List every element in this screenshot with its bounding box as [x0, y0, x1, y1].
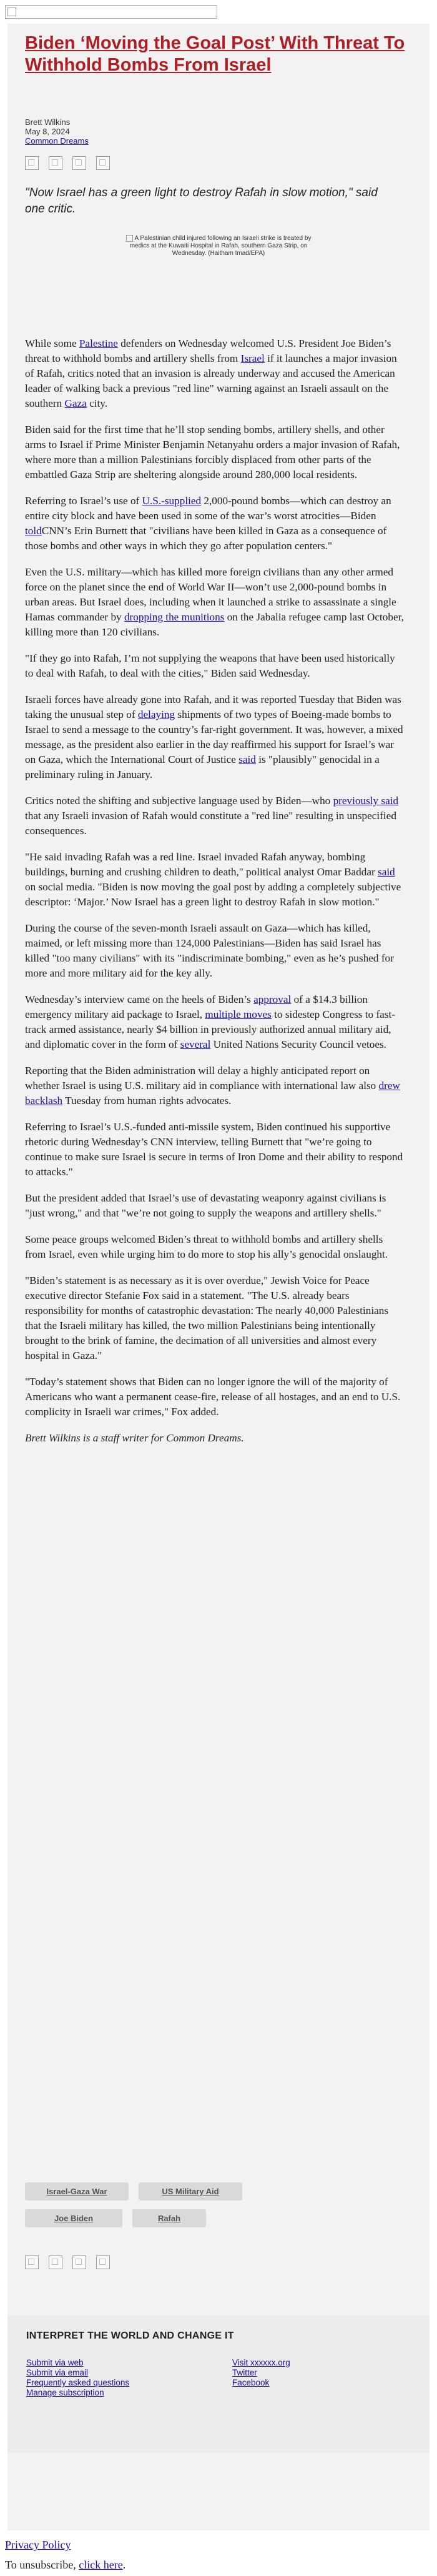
- paragraph: Wednesday’s interview came on the heels of Biden’s approval of a $14.3 billion emergency military aid package to Israel, multiple moves to sidestep Congress to fast-track armed assistance, nearly $4 billion in previously authorized annual military aid, and diplomatic cover in the form of several United Nations Security Council vetoes.: [25, 993, 395, 1050]
- tag-israel-gaza-war[interactable]: Israel-Gaza War: [25, 2182, 129, 2201]
- drew-backlash-link[interactable]: drew backlash: [25, 1080, 400, 1106]
- paragraph: Reporting that the Biden administration will delay a highly anticipated report on whether Israel is using U.S. military aid in compliance with international law also drew backlash Tuesday from human rights advocates.: [25, 1065, 400, 1106]
- article-image: [125, 235, 312, 257]
- israel-link[interactable]: Israel: [240, 352, 265, 364]
- pull-quote: "Now Israel has a green light to destroy Rafah in slow motion," said one critic.: [25, 186, 378, 216]
- unsubscribe-link[interactable]: click here: [79, 2559, 123, 2571]
- article-headline[interactable]: Biden ‘Moving the Goal Post’ With Threat To Withhold Bombs From Israel: [25, 33, 405, 75]
- submit-web-link[interactable]: Submit via web: [26, 2358, 84, 2367]
- visit-site-link[interactable]: Visit xxxxxx.org: [232, 2358, 290, 2367]
- twitter-icon[interactable]: [49, 2255, 62, 2269]
- article-body: [25, 336, 406, 1457]
- source-link[interactable]: Common Dreams: [25, 136, 89, 146]
- print-icon[interactable]: [96, 2255, 110, 2269]
- facebook-icon[interactable]: [25, 156, 39, 170]
- facebook-link[interactable]: Facebook: [232, 2378, 270, 2387]
- manage-subscription-link[interactable]: Manage subscription: [26, 2388, 104, 2397]
- unsubscribe-line: To unsubscribe, click here.: [5, 2559, 126, 2571]
- tag-rafah[interactable]: Rafah: [132, 2209, 206, 2227]
- broken-image-icon: [126, 235, 133, 242]
- tag-list: [25, 2182, 287, 2227]
- share-buttons-bottom: [25, 2255, 110, 2269]
- gaza-link[interactable]: Gaza: [64, 397, 87, 409]
- publish-date: May 8, 2024: [25, 127, 70, 136]
- facebook-icon[interactable]: [25, 2255, 39, 2269]
- article-meta: [25, 117, 89, 146]
- paragraph: But the president added that Israel’s use of devastating weaponry against civilians is "just wrong," and that "we’re not going to supply the weapons and artillery shells.": [25, 1192, 386, 1219]
- paragraph: Referring to Israel’s U.S.-funded anti-missile system, Biden continued his supportive rhetoric during Wednesday’s CNN interview, telling Burnett that "we’re going to continue to make sure Israel is secure in terms of Iron Dome and their ability to respond to attacks.": [25, 1121, 403, 1178]
- email-card: [7, 24, 430, 2530]
- delaying-link[interactable]: delaying: [137, 709, 175, 720]
- told-link[interactable]: told: [25, 525, 42, 537]
- previously-said-link[interactable]: previously said: [333, 795, 399, 807]
- share-buttons-top: [25, 156, 110, 170]
- submit-email-link[interactable]: Submit via email: [26, 2368, 89, 2377]
- privacy-line: [5, 2538, 71, 2552]
- palestine-link[interactable]: Palestine: [79, 337, 118, 349]
- print-icon[interactable]: [96, 156, 110, 170]
- paragraph: Critics noted the shifting and subjective language used by Biden—who previously said that any Israeli invasion of Rafah would constitute a "red line" resulting in unspecified consequences.: [25, 795, 399, 837]
- paragraph: Even the U.S. military—which has killed more foreign civilians than any other armed force on the planet since the end of World War II—won’t use 2,000-pound bombs in urban areas. But Israel does, including when it launched a strike to assassinate a single Hamas commander by dropping the munitions on the Jabalia refugee camp last October, killing more than 120 civilians.: [25, 566, 404, 638]
- paragraph: During the course of the seven-month Israeli assault on Gaza—which has killed, maimed, or left missing more than 124,000 Palestinians—Biden has said Israel has killed "too many civilians" with its "indiscriminate bombing," even as he’s pushed for more and more military aid for the key ally.: [25, 922, 394, 979]
- icj-said-link[interactable]: said: [238, 753, 256, 765]
- tag-us-military-aid[interactable]: US Military Aid: [139, 2182, 242, 2201]
- paragraph: "If they go into Rafah, I’m not supplying the weapons that have been used historically to deal with Rafah, to deal with the cities," Biden said Wednesday.: [25, 652, 395, 679]
- approval-link[interactable]: approval: [253, 993, 292, 1005]
- paragraph: While some Palestine defenders on Wednesday welcomed U.S. President Joe Biden’s threat to withhold bombs and artillery shells from Israel if it launches a major invasion of Rafah, critics noted that an invasion is already underway and accused the American leader of walking back a previous "red line" warning against an Israeli assault on the southern Gaza city.: [25, 337, 397, 409]
- footer-left-links: [26, 2358, 129, 2398]
- broken-image-icon: [7, 7, 16, 16]
- paragraph: Referring to Israel’s use of U.S.-supplied 2,000-pound bombs—which can destroy an entire city block and have been used in some of the war’s worst atrocities—Biden toldCNN’s Erin Burnett that "civilians have been killed in Gaza as a consequence of those bombs and other ways in which they go after population centers.": [25, 495, 391, 552]
- email-icon[interactable]: [72, 156, 86, 170]
- us-supplied-link[interactable]: U.S.-supplied: [142, 495, 202, 507]
- paragraph: Israeli forces have already gone into Rafah, and it was reported Tuesday that Biden was taking the unusual step of delaying shipments of two types of Boeing-made bombs to Israel to send a message to the country’s far-right government. It was, however, a mixed message, as the president also earlier in the day reaffirmed his support for Israel’s war on Gaza, which the International Court of Justice said is "plausibly" genocidal in a preliminary ruling in January.: [25, 694, 403, 780]
- header-banner-image: [5, 5, 217, 19]
- paragraph: "Today’s statement shows that Biden can no longer ignore the will of the majority of Americans who want a permanent cease-fire, release of all hostages, and an end to U.S. complicity in Israeli war crimes," Fox added.: [25, 1376, 401, 1418]
- paragraph: "He said invading Rafah was a red line. Israel invaded Rafah anyway, bombing buildings, burning and crushing children to death," political analyst Omar Baddar said on social media. "Biden is now moving the goal post by adding a completely subjective descriptor: ‘Major.’ Now Israel has a green light to destroy Rafah in slow motion.": [25, 851, 401, 908]
- privacy-policy-link[interactable]: Privacy Policy: [5, 2539, 71, 2551]
- paragraph: "Biden’s statement is as necessary as it is over overdue," Jewish Voice for Peace executive director Stefanie Fox said in a statement. "The U.S. already bears responsibility for months of catastrophic devastation: The nearly 40,000 Palestinians that the Israeli military has killed, the two million Palestinians being intentionally brought to the brink of famine, the decimation of all universities and almost every hospital in Gaza.": [25, 1275, 389, 1361]
- email-footer: [7, 2315, 430, 2453]
- image-caption: A Palestinian child injured following an Israeli strike is treated by medics at the Kuwaiti Hospital in Rafah, southern Gaza Strip, on Wednesday. (Haitham Imad/EPA): [129, 235, 312, 257]
- footer-title: INTERPRET THE WORLD AND CHANGE IT: [26, 2330, 234, 2341]
- dropping-munitions-link[interactable]: dropping the munitions: [124, 611, 225, 623]
- several-link[interactable]: several: [180, 1038, 211, 1050]
- paragraph: Biden said for the first time that he’ll stop sending bombs, artillery shells, and other arms to Israel if Prime Minister Benjamin Netanyahu orders a major invasion of Rafah, where more than a million Palestinians forcibly displaced from other parts of the embattled Gaza Strip are sheltering alongside around 280,000 local residents.: [25, 424, 400, 480]
- twitter-link[interactable]: Twitter: [232, 2368, 257, 2377]
- baddar-said-link[interactable]: said: [378, 866, 395, 878]
- footer-right-links: [232, 2358, 290, 2388]
- twitter-icon[interactable]: [49, 156, 62, 170]
- multiple-moves-link[interactable]: multiple moves: [205, 1008, 272, 1020]
- author-name: Brett Wilkins: [25, 117, 71, 127]
- faq-link[interactable]: Frequently asked questions: [26, 2378, 130, 2387]
- tag-joe-biden[interactable]: Joe Biden: [25, 2209, 122, 2227]
- author-byline: Brett Wilkins is a staff writer for Common Dreams.: [25, 1432, 244, 1444]
- paragraph: Some peace groups welcomed Biden’s threat to withhold bombs and artillery shells from Israel, even while urging him to do more to stop his ally’s genocidal onslaught.: [25, 1233, 388, 1260]
- email-icon[interactable]: [72, 2255, 86, 2269]
